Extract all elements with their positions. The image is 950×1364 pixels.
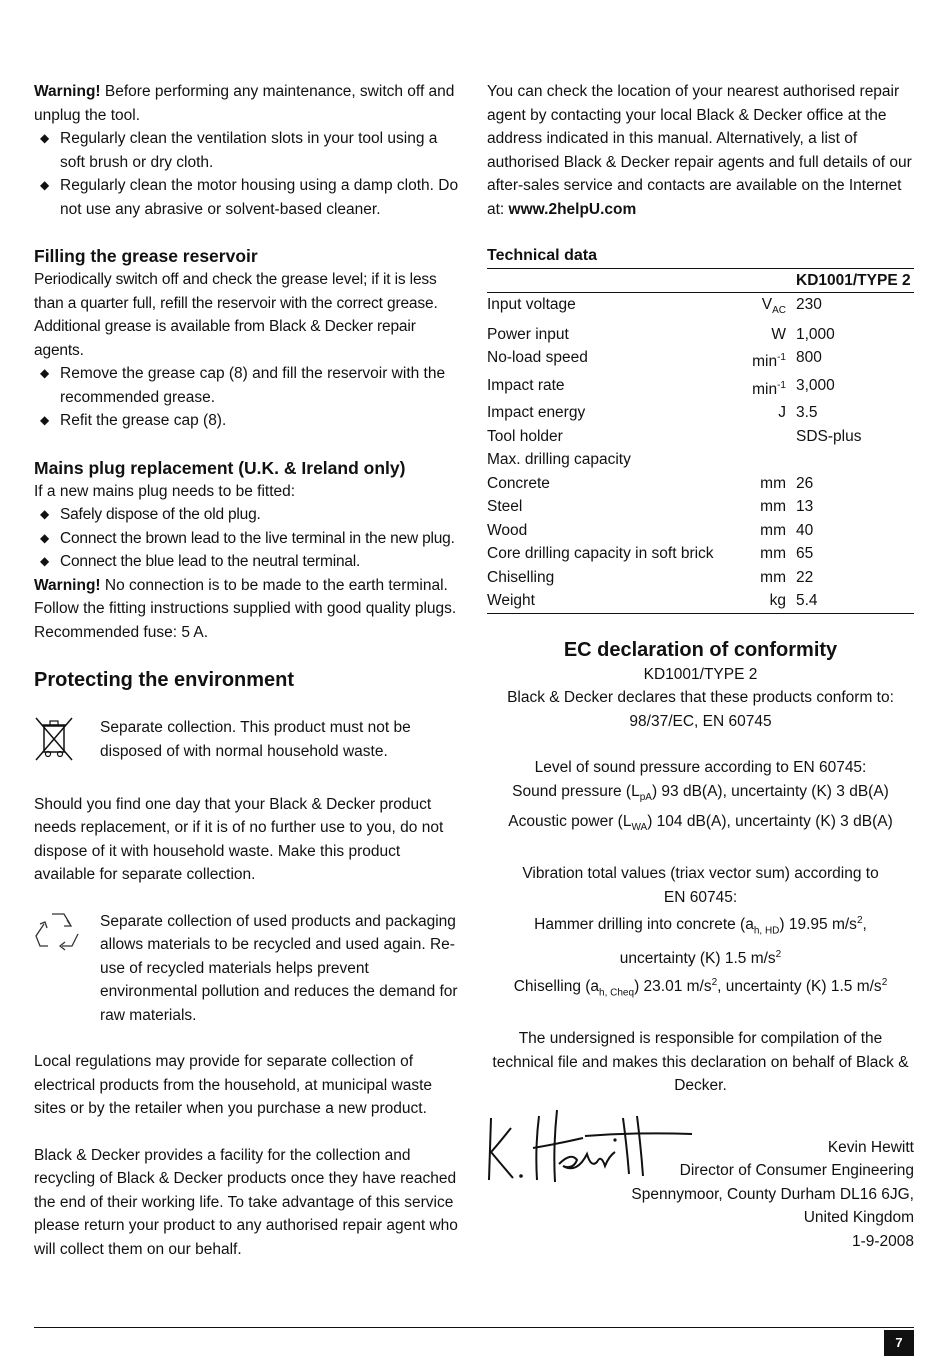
table-row [487,323,914,347]
spec-value: 3.5 [796,404,818,422]
signatory-address: Spennymoor, County Durham DL16 6JG, [631,1185,914,1203]
ec-heading: EC declaration of conformity [563,638,838,661]
recycle-text: Separate collection of used products and packaging allows materials to be recycled and used again. Re-use of recycled materials helps prevent environmental pollution and reduces the demand for raw materials. [100,912,458,1024]
service-text: You can check the location of your nearest authorised repair agent by contacting your local Black & Decker office at the address indicated in this manual. Alternatively, a list of authorised Black & Decker repair agents and full details of our after-sales service and contacts are available on the Internet at: www.2helpU.com [487,83,912,218]
weee-text: Separate collection. This product must not be disposed of with normal household waste. [100,719,411,760]
table-row [487,448,914,472]
vibration-hammer-uncertainty: uncertainty (K) 1.5 $m/s^2$ [619,948,782,967]
ec-declaration: KD1001/TYPE 2 Black & Decker declares that these products conform to: 98/37/EC, EN 60745 Level of sound pressure according to EN 60745: Sound pressure $(L_{pA})$ 93 dB(A), uncertainty (K) 3 dB(A) Acoustic power $(L_{WA})$ 104 dB(A), uncertainty (K) 3 dB(A) Vibration total values (triax vector sum) according to EN 60745: Hammer drilling into concrete $(a_{h, HD})$ 19.95 $m/s^2$, uncertainty (K) 1.5 $m/s^2$ Chiselling $(a_{h, Cheq})$ 23.01 $m/s^2$, uncertainty (K) 1.5 $m/s^2$ The undersigned is responsible for compilation of the technical file and makes this declaration on behalf of Black & Decker. [487,663,914,1098]
spec-label: Core drilling capacity in soft brick [487,545,714,563]
plug-heading: Mains plug replacement (U.K. & Ireland only) [34,457,406,478]
right-column [487,80,914,1250]
spec-label: Concrete [487,474,550,492]
service-url: www.2helpU.com [508,200,637,218]
spec-value: 26 [796,474,814,492]
plug-list [34,503,459,574]
plug-intro: If a new mains plug needs to be fitted: [34,482,296,500]
left-column [34,80,459,1261]
table-header-row [487,268,914,293]
spec-label: Impact rate [487,376,565,394]
list-item: ◆ Refit the grease cap (8). [34,409,459,433]
list-item: ◆ Connect the blue lead to the neutral terminal. [34,550,459,574]
diamond-bullet-icon: ◆ [40,530,50,545]
crossed-wheelie-bin-icon [34,716,74,762]
grease-heading: Filling the grease reservoir [34,246,258,266]
environment-paragraph-1: Should you find one day that your Black & Decker product needs replacement, or if it is of no further use to you, do not dispose of it with household waste. Make this product available for separate collection. [34,795,444,883]
spec-value: 800 [796,349,822,367]
vibration-chisel: Chiselling $(a_{h, Cheq})$ 23.01 $m/s^2$, uncertainty (K) 1.5 $m/s^2$ [513,976,888,998]
spec-value: 65 [796,545,814,563]
table-row [487,425,914,449]
table-row [487,589,914,613]
grease-text: Periodically switch off and check the grease level; if it is less than a quarter full, refill the reservoir with the correct grease. Additional grease is available from Black & Decker repair agents. [34,271,438,359]
environment-paragraph-3: Black & Decker provides a facility for the collection and recycling of Black & Decker products once they have reached the end of their working life. To take advantage of this service please return your product to any authorised repair agent who will collect them on our behalf. [34,1146,458,1258]
spec-unit: $V_{AC}$ [761,296,786,317]
undersigned-text: The undersigned is responsible for compilation of the technical file and makes this declaration on behalf of Black & Decker. [492,1030,909,1095]
table-row [487,293,914,323]
signatory-details [614,1136,914,1254]
table-row [487,519,914,543]
spec-unit: J [778,404,786,422]
spec-unit: kg [726,589,796,613]
page-number: 7 [884,1330,914,1356]
table-row [487,542,914,566]
list-item: ◆ Regularly clean the motor housing using a damp cloth. Do not use any abrasive or solvent-based cleaner. [34,174,459,221]
signatory-name: Kevin Hewitt [827,1138,914,1156]
signatory-title: Director of Consumer Engineering [679,1162,914,1180]
table-row [487,401,914,425]
spec-value: 5.4 [796,589,914,613]
spec-unit: $\min^{-1}$ [752,379,786,398]
list-item: ◆ Regularly clean the ventilation slots in your tool using a soft brush or dry cloth. [34,127,459,174]
spec-value: 40 [796,521,814,539]
spec-value: 22 [796,568,814,586]
diamond-bullet-icon: ◆ [40,366,50,380]
table-row [487,495,914,519]
list-item: ◆ Connect the brown lead to the live terminal in the new plug. [34,527,459,551]
signature-block [487,1098,914,1250]
spec-value [796,448,914,472]
spec-label: Weight [487,589,726,613]
spec-label: Max. drilling capacity [487,451,631,469]
spec-label: No-load speed [487,349,588,367]
environment-paragraph-2: Local regulations may provide for separate collection of electrical products from the household, at municipal waste sites or by the retailer when you purchase a new product. [34,1053,433,1117]
diamond-bullet-icon: ◆ [40,131,50,145]
spec-value: 13 [796,498,814,516]
table-row [487,346,914,374]
diamond-bullet-icon: ◆ [40,507,50,521]
spec-unit: mm [760,521,786,539]
environment-heading: Protecting the environment [34,669,295,691]
signatory-country: United Kingdom [803,1209,914,1227]
model-header: KD1001/TYPE 2 [796,268,914,293]
spec-value: 3,000 [796,376,835,394]
spec-label: Power input [487,325,569,343]
spec-unit: mm [760,498,786,516]
spec-unit: $\min^{-1}$ [752,352,786,371]
spec-unit: mm [760,474,786,492]
signatory-date: 1-9-2008 [851,1232,914,1250]
maintenance-list [34,127,459,221]
spec-value: 230 [796,296,822,313]
spec-label: Input voltage [487,296,576,313]
acoustic-power: Acoustic power $(L_{WA})$ 104 dB(A), uncertainty (K) 3 dB(A) [508,812,893,833]
sound-pressure: Sound pressure $(L_{pA})$ 93 dB(A), uncertainty (K) 3 dB(A) [512,782,889,803]
recycle-row [34,910,459,1028]
plug-warning: Warning! No connection is to be made to the earth terminal. Follow the fitting instructions supplied with good quality plugs. Recommended fuse: 5 A. [34,576,457,641]
spec-unit: W [771,325,786,343]
vibration-hammer: Hammer drilling into concrete $(a_{h, HD})$ 19.95 $m/s^2$, [534,915,867,937]
list-item: ◆ Safely dispose of the old plug. [34,503,459,527]
weee-row [34,716,459,770]
technical-data-table [487,268,914,614]
technical-data-heading: Technical data [487,247,597,264]
spec-label: Impact energy [487,404,586,422]
spec-unit [726,448,796,472]
spec-unit: mm [760,568,786,586]
recycle-icon [34,910,82,952]
maintenance-warning: Warning! Before performing any maintenance, switch off and unplug the tool. [34,83,455,124]
spec-label: Chiselling [487,568,555,586]
table-row [487,374,914,402]
table-row [487,566,914,590]
spec-value: 1,000 [796,325,835,343]
diamond-bullet-icon: ◆ [40,554,50,568]
grease-list [34,362,459,433]
spec-value: SDS-plus [796,427,862,445]
spec-unit [726,425,796,449]
spec-unit: mm [760,545,786,563]
spec-label: Tool holder [487,427,563,445]
footer-rule [34,1327,914,1328]
table-row [487,472,914,496]
list-item: ◆ Remove the grease cap (8) and fill the reservoir with the recommended grease. [34,362,459,409]
spec-label: Steel [487,498,523,516]
diamond-bullet-icon: ◆ [40,413,50,427]
spec-label: Wood [487,521,528,539]
diamond-bullet-icon: ◆ [40,178,50,192]
